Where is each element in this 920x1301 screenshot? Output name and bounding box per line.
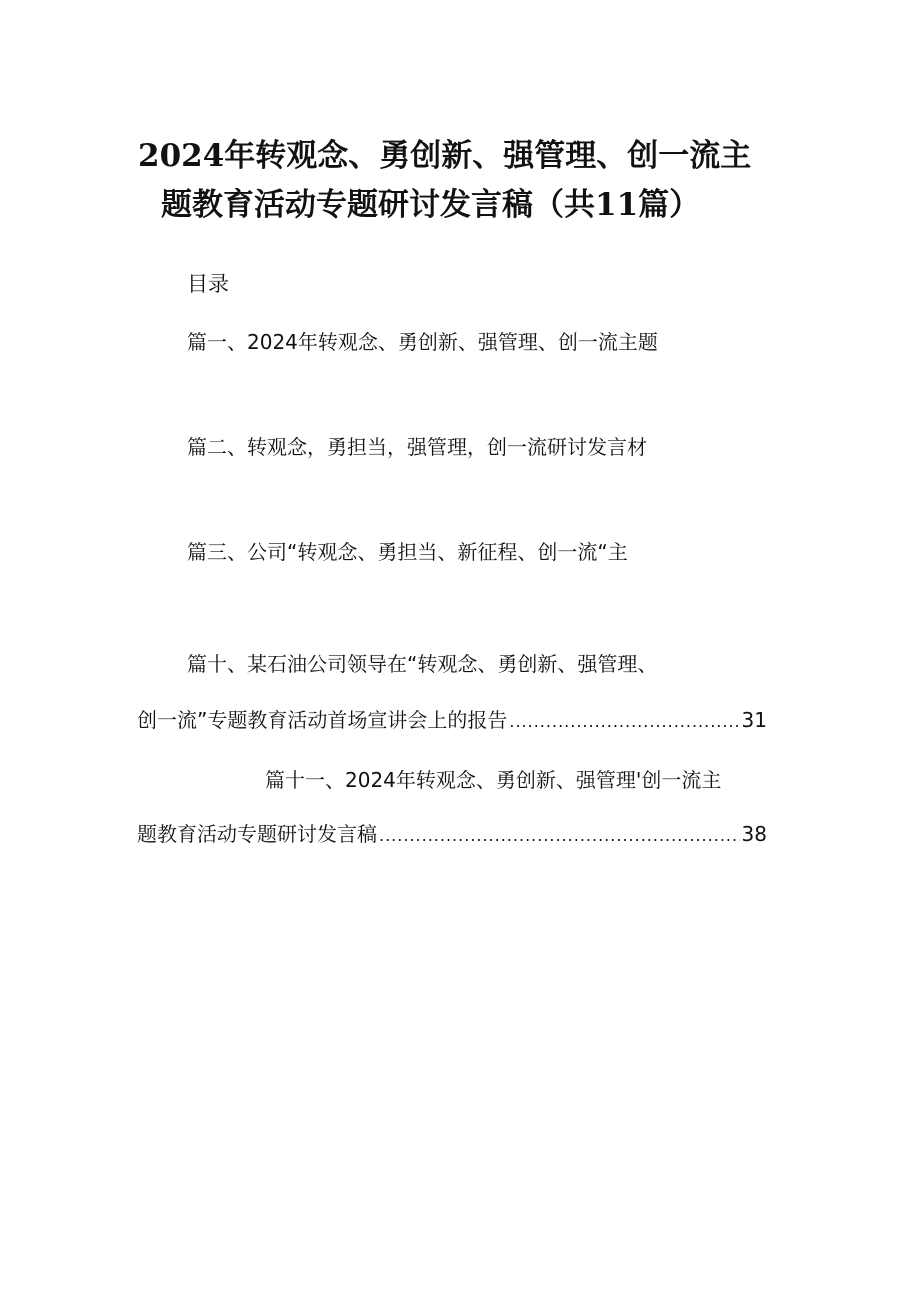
document-title-line-1: 2024年转观念、勇创新、强管理、创一流主 — [138, 138, 752, 174]
toc-entry-10-page-number: 31 — [741, 708, 767, 732]
toc-entry-10-text: 创一流”专题教育活动首场宣讲会上的报告 — [137, 708, 508, 732]
toc-entry-11-line-2[interactable] — [137, 820, 767, 850]
toc-entry-3[interactable]: 篇三、公司“转观念、勇担当、新征程、创一流“主 — [187, 540, 628, 564]
toc-leader-dots — [379, 822, 740, 850]
toc-leader-dots — [509, 708, 739, 736]
toc-entry-10-line-1[interactable]: 篇十、某石油公司领导在“转观念、勇创新、强管理、 — [187, 652, 658, 676]
toc-heading: 目录 — [187, 272, 229, 296]
document-title-line-2: 题教育活动专题研讨发言稿（共11篇） — [161, 187, 701, 223]
toc-entry-1[interactable]: 篇一、2024年转观念、勇创新、强管理、创一流主题 — [187, 330, 658, 354]
toc-entry-10-line-2[interactable] — [137, 706, 767, 736]
toc-entry-11-page-number: 38 — [741, 822, 767, 846]
toc-entry-11-line-1[interactable]: 篇十一、2024年转观念、勇创新、强管理'创一流主 — [265, 768, 722, 792]
toc-entry-2[interactable]: 篇二、转观念，勇担当，强管理，创一流研讨发言材 — [187, 435, 647, 459]
toc-entry-11-text: 题教育活动专题研讨发言稿 — [137, 822, 377, 846]
